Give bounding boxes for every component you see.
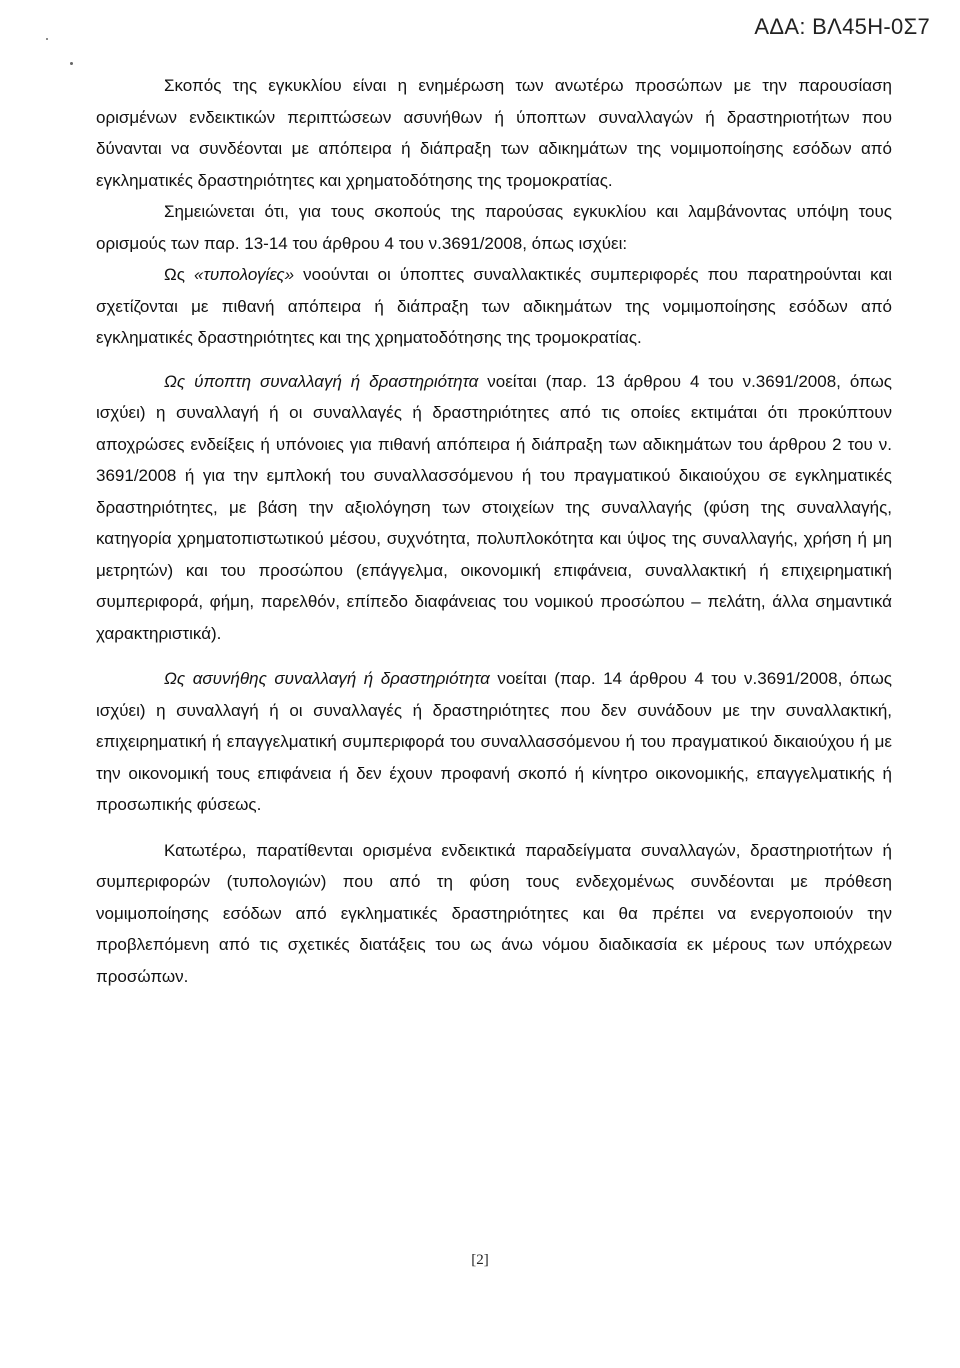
typologies-text: νοούνται οι ύποπτες συναλλακτικές συμπεριφορές που παρατηρούνται και σχετίζονται με πιθανή απόπειρα ή διάπραξη των αδικημάτων της νομιμοποίησης εσόδων από εγκληματικές δραστηριότητες και της χρηματοδότησης της τρομοκρατίας. bbox=[96, 265, 892, 347]
typologies-prefix: Ως bbox=[164, 265, 195, 284]
paragraph-purpose: Σκοπός της εγκυκλίου είναι η ενημέρωση των ανωτέρω προσώπων με την παρουσίαση ορισμένων ενδεικτικών περιπτώσεων ασυνήθων ή ύποπτων συναλλαγών ή δραστηριοτήτων που δύνανται να συνδέονται με απόπειρα ή διάπραξη των αδικημάτων της νομιμοποίησης εσόδων από εγκληματικές δραστηριότητες και χρηματοδότησης της τρομοκρατίας. bbox=[96, 76, 892, 190]
typologies-term: «τυπολογίες» bbox=[194, 265, 295, 284]
unusual-transaction-term: Ως ασυνήθης συναλλαγή ή δραστηριότητα bbox=[164, 669, 490, 688]
scan-speck bbox=[70, 62, 73, 65]
document-code: ΑΔΑ: ΒΛ45Η-0Σ7 bbox=[754, 14, 930, 39]
suspicious-transaction-term: Ως ύποπτη συναλλαγή ή δραστηριότητα bbox=[164, 371, 479, 391]
unusual-transaction-text: νοείται (παρ. 14 άρθρου 4 του ν.3691/2008, όπως ισχύει) η συναλλαγή ή οι συναλλαγές ή δραστηριότητες που δεν συνάδουν με την συναλλακτική, επιχειρηματική ή επαγγελματική συμπεριφορά του συναλλασσόμενου ή του πραγματικού δικαιούχου ή με την οικονομική τους επιφάνεια ή δεν έχουν προφανή σκοπό ή κίνητρο οικονομικής, επαγγελματικής ή προσωπικής φύσεως. bbox=[96, 669, 892, 814]
paragraph-typologies-definition bbox=[96, 259, 892, 354]
suspicious-transaction-text: νοείται (παρ. 13 άρθρου 4 του ν.3691/2008, όπως ισχύει) η συναλλαγή ή οι συναλλαγές ή δραστηριότητες από τις οποίες εκτιμάται ότι προκύπτουν αποχρώσες ενδείξεις ή υπόνοιες για πιθανή απόπειρα ή διάπραξη των αδικημάτων του άρθρου 2 του ν. 3691/2008 ή για την εμπλοκή του συναλλασσόμενου ή του πραγματικού δικαιούχου σε εγκληματικές δραστηριότητες, με βάση την αξιολόγηση των στοιχείων της συναλλαγής (φύση της συναλλαγής, κατηγορία χρηματοπιστωτικού μέσου, συχνότητα, πολυπλοκότητα και ύψος της συναλλαγής, χρήση ή μη μετρητών) και του προσώπου (επάγγελμα, οικονομική επιφάνεια, συναλλακτική ή επιχειρηματική συμπεριφορά, φήμη, παρελθόν, επίπεδο διαφάνειας του νομικού προσώπου – πελάτη, άλλα σημαντικά χαρακτηριστικά). bbox=[96, 371, 892, 643]
scan-speck bbox=[46, 38, 48, 40]
paragraph-unusual-transaction bbox=[96, 663, 892, 821]
paragraph-suspicious-transaction bbox=[96, 366, 892, 650]
document-body bbox=[96, 70, 892, 992]
paragraph-examples-intro: Κατωτέρω, παρατίθενται ορισμένα ενδεικτικά παραδείγματα συναλλαγών, δραστηριοτήτων ή συμπεριφορών (τυπολογιών) που από τη φύση τους ενδεχομένως συνδέονται με πρόθεση νομιμοποίησης εσόδων από εγκληματικές δραστηριότητες και θα πρέπει να ενεργοποιούν την προβλεπόμενη από τις σχετικές διατάξεις του ως άνω νόμου διαδικασία εκ μέρους των υπόχρεων προσώπων. bbox=[96, 840, 892, 986]
page-number: [2] bbox=[471, 1252, 489, 1268]
paragraph-definitions-intro: Σημειώνεται ότι, για τους σκοπούς της παρούσας εγκυκλίου και λαμβάνοντας υπόψη τους ορισμούς των παρ. 13-14 του άρθρου 4 του ν.3691/2008, όπως ισχύει: bbox=[96, 202, 892, 253]
